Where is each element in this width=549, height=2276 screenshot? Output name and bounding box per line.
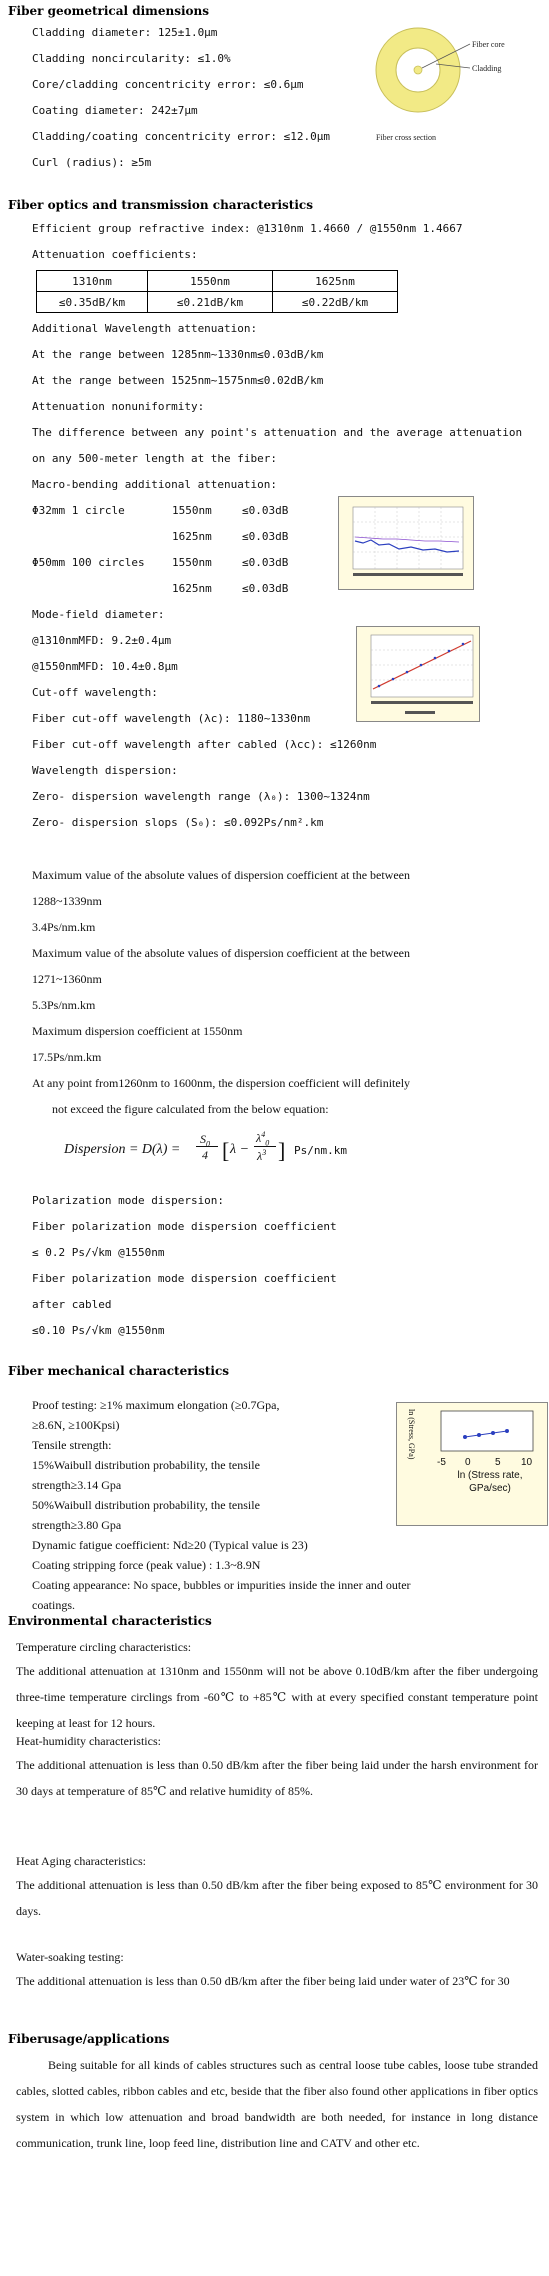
text-line: @1550nmMFD: 10.4±0.8μm [32, 660, 178, 673]
text-line: Maximum value of the absolute values of dispersion coefficient at the between [32, 946, 410, 960]
macro-label: Φ32mm 1 circle [32, 504, 125, 517]
heading-mechanical: Fiber mechanical characteristics [8, 1364, 230, 1378]
text-line: At the range between 1525nm~1575nm≤0.02dB/km [32, 374, 324, 387]
macro-label: Φ50mm 100 circles [32, 556, 145, 569]
text-line: ≤ 0.2 Ps/√km @1550nm [32, 1246, 165, 1259]
macro-value: ≤0.03dB [242, 556, 289, 569]
label-core: Fiber core [472, 40, 505, 49]
modefield-chart-image [356, 626, 480, 722]
text-line: 5.3Ps/nm.km [32, 998, 96, 1012]
text-line: At any point from1260nm to 1600nm, the dispersion coefficient will definitely [32, 1076, 411, 1090]
table-header-cell: 1550nm [148, 271, 273, 292]
paragraph: The additional attenuation is less than 0.50 dB/km after the fiber being laid under the harsh environment for 30 days at temperature of 85℃ and relative humidity of 85%. [16, 1758, 538, 1798]
text-line: Mode-field diameter: [32, 608, 165, 621]
text-line: Temperature circling characteristics: [16, 1640, 192, 1654]
fatigue-ylabel: ln (Stress, GPa) [407, 1409, 416, 1460]
fatigue-xtick: 10 [521, 1457, 533, 1468]
text-line: Fiber polarization mode dispersion coefficient [32, 1272, 337, 1285]
text-line: Zero- dispersion slops (S₀): ≤0.092Ps/nm².km [32, 816, 324, 829]
heading-environmental: Environmental characteristics [8, 1614, 212, 1628]
table-cell: ≤0.35dB/km [37, 292, 148, 313]
paragraph: The additional attenuation is less than 0.50 dB/km after the fiber being laid under water of 23℃ for 30 [16, 1974, 510, 1988]
table-header-cell: 1310nm [37, 271, 148, 292]
text-line: 50%Waibull distribution probability, the tensile [32, 1498, 260, 1512]
label-cladding: Cladding [472, 64, 502, 73]
text-line: Cut-off wavelength: [32, 686, 158, 699]
text-line: Attenuation nonuniformity: [32, 400, 205, 413]
label-caption: Fiber cross section [376, 133, 436, 142]
macro-wavelength: 1550nm [172, 556, 212, 569]
text-line: not exceed the figure calculated from the below equation: [52, 1102, 329, 1116]
fatigue-xtick: 0 [465, 1457, 471, 1468]
text-line: Tensile strength: [32, 1438, 112, 1452]
text-line: ≥8.6N, ≥100Kpsi) [32, 1418, 120, 1432]
paragraph: The additional attenuation is less than 0.50 dB/km after the fiber being exposed to 85℃ environment for 30 days. [16, 1878, 538, 1918]
text-line: 3.4Ps/nm.km [32, 920, 96, 934]
paragraph: The additional attenuation at 1310nm and 1550nm will not be above 0.10dB/km after the fiber undergoing three-time temperature circlings from -60℃ to +85℃ with at every specified constant temperature point keeping at least for 12 hours. [16, 1664, 538, 1730]
text-line: strength≥3.80 Gpa [32, 1518, 122, 1532]
paragraph: Being suitable for all kinds of cables structures such as central loose tube cables, loose tube stranded cables, slotted cables, ribbon cables and etc, beside that the fiber also found other applications in fiber optics system in which low attenuation and broad bandwidth are both needed, for instance in long distance communication, trunk line, loop feed line, distribution line and CATV and other etc. [16, 2058, 538, 2150]
text-line: @1310nmMFD: 9.2±0.4μm [32, 634, 172, 647]
geo-line: Coating diameter: 242±7μm [32, 104, 198, 117]
fiber-cross-section-diagram [366, 24, 546, 146]
heading-usage: Fiberusage/applications [8, 2032, 170, 2046]
geo-line: Cladding noncircularity: ≤1.0% [32, 52, 231, 65]
text-line: 17.5Ps/nm.km [32, 1050, 102, 1064]
fatigue-xtick: -5 [437, 1457, 446, 1468]
table-row [37, 292, 398, 313]
text-line: coatings. [32, 1598, 75, 1612]
fatigue-xtick: 5 [495, 1457, 501, 1468]
table-cell: ≤0.21dB/km [148, 292, 273, 313]
macro-value: ≤0.03dB [242, 504, 289, 517]
macro-wavelength: 1625nm [172, 530, 212, 543]
text-line: strength≥3.14 Gpa [32, 1478, 122, 1492]
text-line: At the range between 1285nm~1330nm≤0.03dB/km [32, 348, 324, 361]
geo-line: Cladding diameter: 125±1.0μm [32, 26, 218, 39]
text-line: Zero- dispersion wavelength range (λ₀): 1300~1324nm [32, 790, 370, 803]
macro-wavelength: 1550nm [172, 504, 212, 517]
text-line: 1288~1339nm [32, 894, 102, 908]
text-line: Additional Wavelength attenuation: [32, 322, 258, 335]
text-line: Wavelength dispersion: [32, 764, 178, 777]
attenuation-table [36, 270, 398, 313]
text-line: Heat Aging characteristics: [16, 1854, 146, 1868]
fatigue-chart-image [396, 1402, 548, 1526]
table-cell: ≤0.22dB/km [273, 292, 398, 313]
document-page: Fiber geometrical dimensions Cladding diameter: 125±1.0μm Cladding noncircularity: ≤1.0% Core/cladding concentricity error: ≤0.6μm Coating diameter: 242±7μm Cladding/coating concentricity error: ≤12.0μm Curl (radius): ≥5m Fiber core Cladding Fiber cross section Fiber optics and transmission characteristics Efficient group refractive index: @1310nm 1.4660 / @1550nm 1.4667 Attenuation coefficients: 1310nm 1550nm 1625nm ≤0.35dB/km ≤0.21dB/km ≤0.22dB/km Additional Wavelength attenuation: At the range between 1285nm~1330nm≤0.03dB/km At the range between 1525nm~1575nm≤0.02dB/km Attenuation nonuniformity: The difference between any point's attenuation and the average attenuation on any 500-meter length at the fiber: Macro-bending additional attenuation: Φ32mm 1 circle 1550nm ≤0.03dB 1625nm ≤0.03dB Φ50mm 100 circles 1550nm ≤0.03dB 1625nm ≤0.03dB Mode-field diameter: @1310nmMFD: 9.2±0.4μm @1550nmMFD: 10.4±0.8μm Cut-off wavelength: Fiber cut-off wavelength (λc): 1180~1330nm Fiber cut-off wavelength after cabled (λcc): ≤1260nm Wavelength dispersion: Zero- dispersion wavelength range (λ₀): 1300~1324nm Zero- dispersion slops (S₀): ≤0.092Ps/nm².km Maximum value of the absolute values of dispersion coefficient at the between 1288~1339nm 3.4Ps/nm.km Maximum value of the absolute values of dispersion coefficient at the between 1271~1360nm 5.3Ps/nm.km Maximum dispersion coefficient at 1550nm 17.5Ps/nm.km At any point from1260nm to 1600nm, the dispersion coefficient will definitely not exceed the figure calculated from the below equation: Dispersion = D(λ) = $S_0$ 4 [ λ − $\lambda^4_0$ $\lambda^3$ ] Ps/nm.km Polarization mode dispersion: Fiber polarization mode dispersion coefficient ≤ 0.2 Ps/√km @1550nm Fiber polarization mode dispersion coefficient after cabled ≤0.10 Ps/√km @1550nm Fiber mechanical characteristics Proof testing: ≥1% maximum elongation (≥0.7Gpa, ≥8.6N, ≥100Kpsi) Tensile strength: 15%Waibull distribution probability, the tensile strength≥3.14 Gpa 50%Waibull distribution probability, the tensile strength≥3.80 Gpa Dynamic fatigue coefficient: Nd≥20 (Typical value is 23) Coating stripping force (peak value) : 1.3~8.9N Coating appearance: No space, bubbles or impurities inside the inner and outer coatings. ln (Stress, GPa) -5 0 5 10 ln (Stress rate, GPa/sec) Environmental characteristics Temperature circling characteristics: The additional attenuation at 1310nm and 1550nm will not be above 0.10dB/km after the fiber undergoing three-time temperature circlings from -60℃ to +85℃ with at every specified constant temperature point keeping at least for 12 hours. Heat-humidity characteristics: The additional attenuation is less than 0.50 dB/km after the fiber being laid under the harsh environment for 30 days at temperature of 85℃ and relative humidity of 85%. Heat Aging characteristics: The additional attenuation is less than 0.50 dB/km after the fiber being exposed to 85℃ environment for 30 days. Water-soaking testing: The additional attenuation is less than 0.50 dB/km after the fiber being laid under water of 23℃ for 30 Fiberusage/applications Being suitable for all kinds of cables structures such as central loose tube cables, loose tube stranded cables, slotted cables, ribbon cables and etc, beside that the fiber also found other applications in fiber optics system in which low attenuation and broad bandwidth are both needed, for instance in long distance communication, trunk line, loop feed line, distribution line and CATV and other etc. [0, 0, 549, 2276]
text-line: ≤0.10 Ps/√km @1550nm [32, 1324, 165, 1337]
text-line: Macro-bending additional attenuation: [32, 478, 278, 491]
text-line: after cabled [32, 1298, 112, 1311]
text-line: 1271~1360nm [32, 972, 102, 986]
geo-line: Curl (radius): ≥5m [32, 156, 152, 169]
text-line: Fiber cut-off wavelength after cabled (λcc): ≤1260nm [32, 738, 377, 751]
text-line: Heat-humidity characteristics: [16, 1734, 161, 1748]
text-line: Coating appearance: No space, bubbles or impurities inside the inner and outer [32, 1578, 411, 1592]
core-circle [414, 66, 422, 74]
geo-line: Core/cladding concentricity error: ≤0.6μm [32, 78, 304, 91]
macro-value: ≤0.03dB [242, 582, 289, 595]
equation-unit: Ps/nm.km [294, 1144, 347, 1157]
text-line: Attenuation coefficients: [32, 248, 198, 261]
text-line: Maximum value of the absolute values of dispersion coefficient at the between [32, 868, 410, 882]
text-line: Maximum dispersion coefficient at 1550nm [32, 1024, 243, 1038]
text-line: on any 500-meter length at the fiber: [32, 452, 278, 465]
text-line: Dynamic fatigue coefficient: Nd≥20 (Typical value is 23) [32, 1538, 308, 1552]
table-header-row [37, 271, 398, 292]
macro-wavelength: 1625nm [172, 582, 212, 595]
geo-line: Cladding/coating concentricity error: ≤12.0μm [32, 130, 331, 143]
text-line: The difference between any point's attenuation and the average attenuation [32, 426, 523, 439]
heading-optics: Fiber optics and transmission characteristics [8, 198, 313, 212]
text-line: Fiber cut-off wavelength (λc): 1180~1330nm [32, 712, 311, 725]
text-line: Polarization mode dispersion: [32, 1194, 225, 1207]
text-line: Coating stripping force (peak value) : 1.3~8.9N [32, 1558, 261, 1572]
text-line: 15%Waibull distribution probability, the tensile [32, 1458, 260, 1472]
text-line: Efficient group refractive index: @1310nm 1.4660 / @1550nm 1.4667 [32, 222, 463, 235]
heading-geometry: Fiber geometrical dimensions [8, 4, 210, 18]
table-header-cell: 1625nm [273, 271, 398, 292]
fatigue-xlabel: ln (Stress rate, GPa/sec) [457, 1470, 523, 1494]
text-line: Water-soaking testing: [16, 1950, 124, 1964]
text-line: Fiber polarization mode dispersion coefficient [32, 1220, 337, 1233]
macrobend-chart-image [338, 496, 474, 590]
text-line: Proof testing: ≥1% maximum elongation (≥0.7Gpa, [32, 1398, 280, 1412]
macro-value: ≤0.03dB [242, 530, 289, 543]
